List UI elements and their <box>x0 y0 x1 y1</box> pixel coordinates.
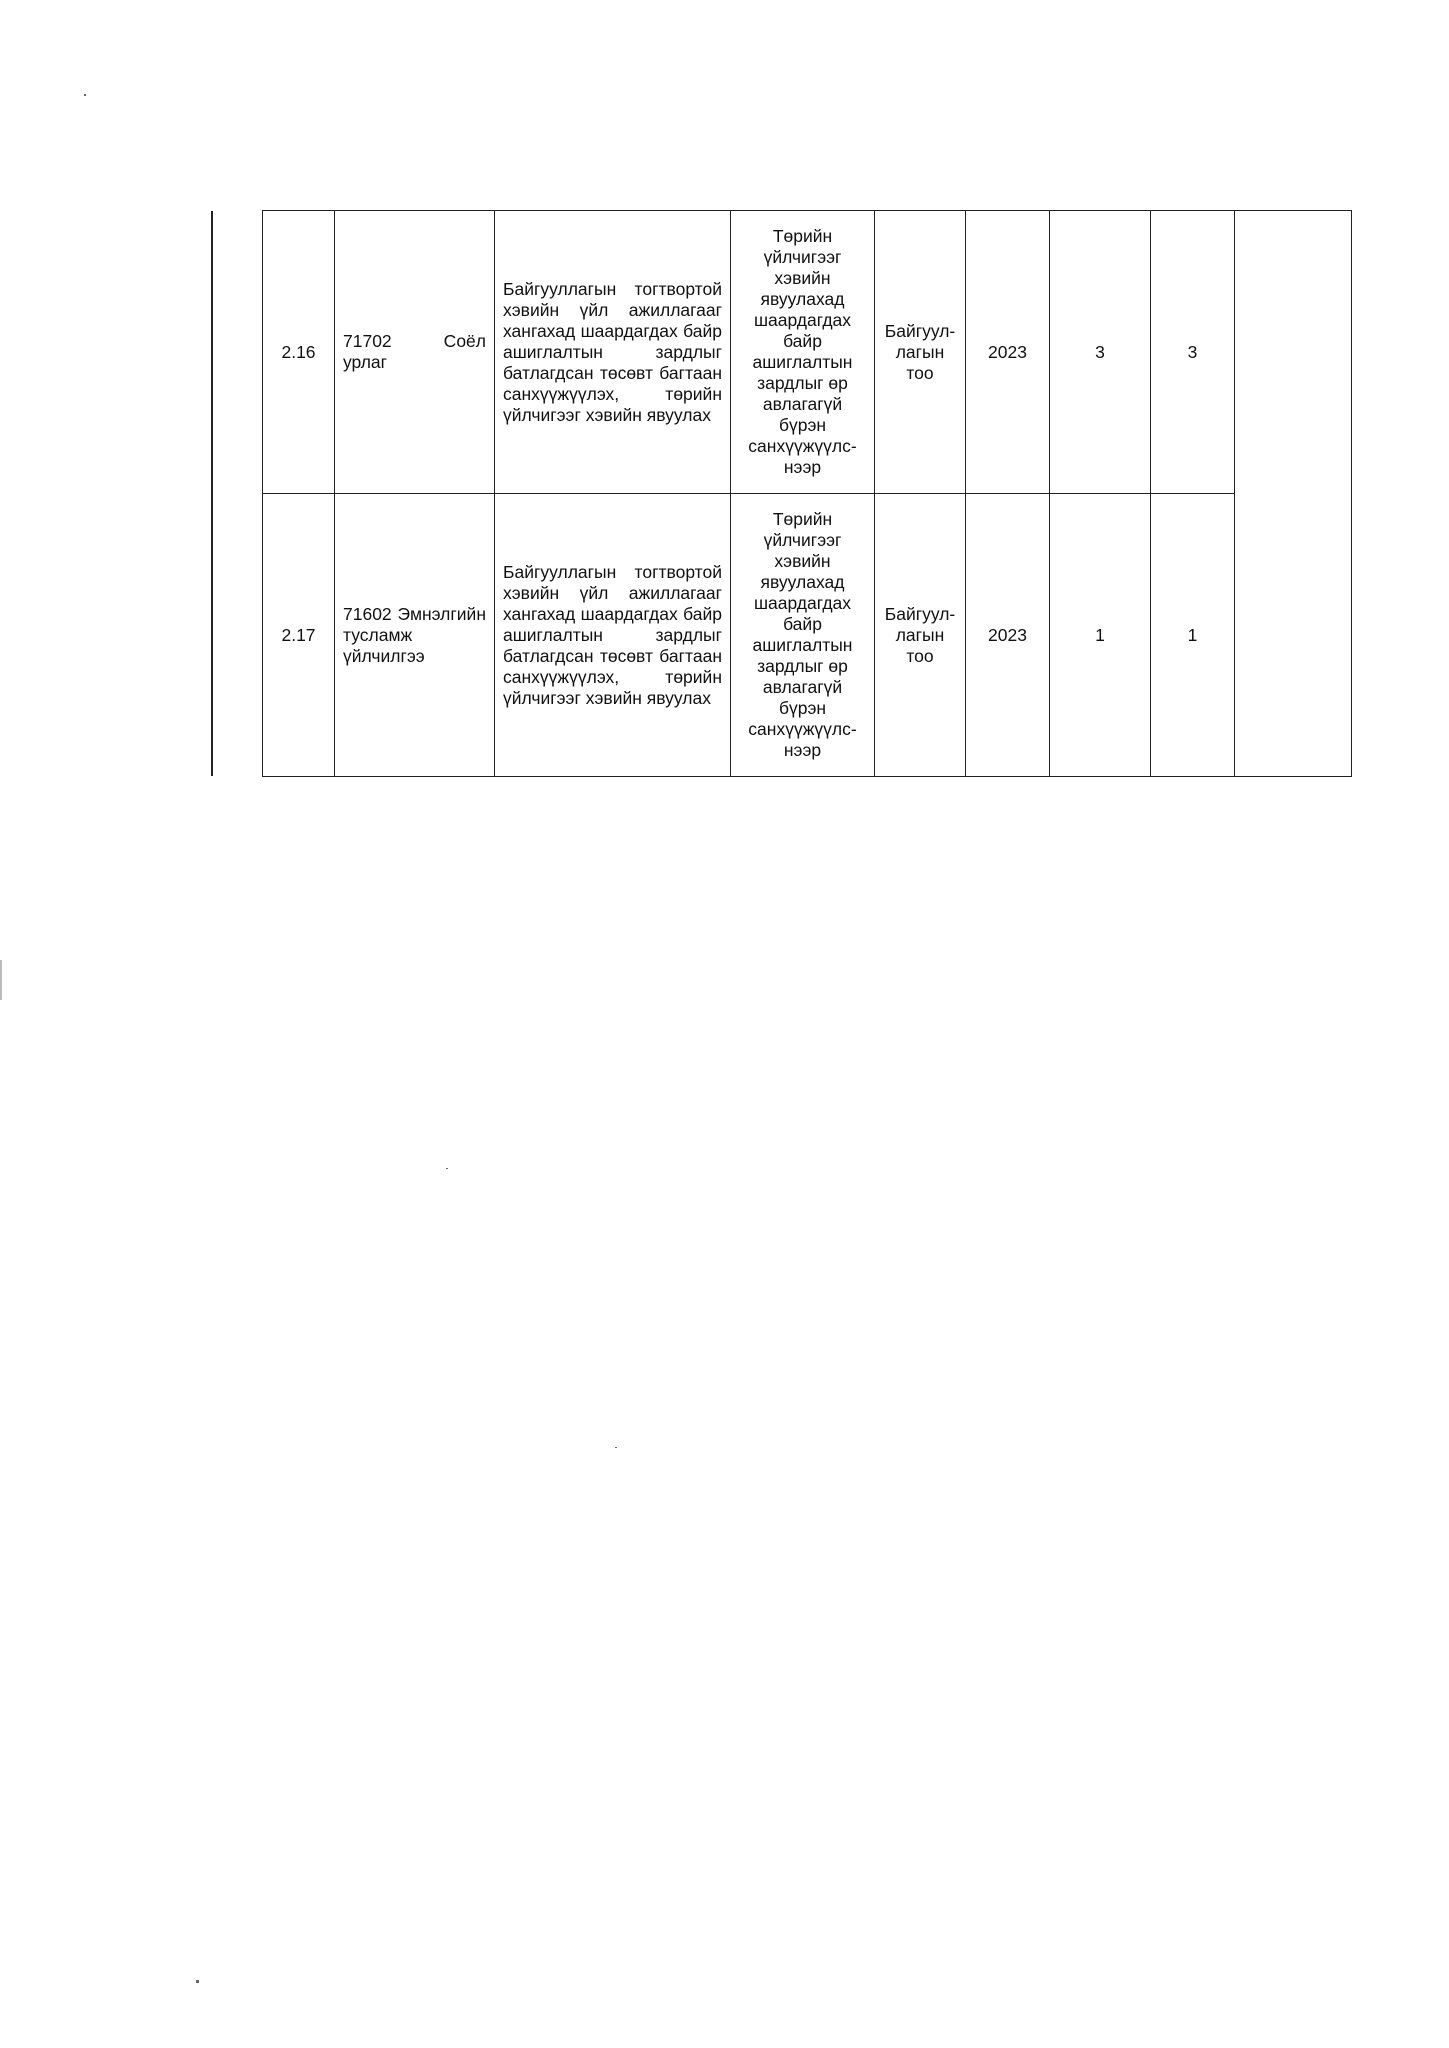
table-row <box>263 494 1352 777</box>
year-cell: 2023 <box>966 494 1050 777</box>
objective-cell: Байгууллагын тогтвортой хэвийн үйл ажиллагааг хангахад шаардагдах байр ашиглалтын зардлыг батлагдсан төсөвт багтаан санхүүжүүлэх, төрийн үйлчигээг хэвийн явуулах <box>495 211 731 494</box>
objective-cell: Байгууллагын тогтвортой хэвийн үйл ажиллагааг хангахад шаардагдах байр ашиглалтын зардлыг батлагдсан төсөвт багтаан санхүүжүүлэх, төрийн үйлчигээг хэвийн явуулах <box>495 494 731 777</box>
value-cell-2: 1 <box>1151 494 1235 777</box>
table-row <box>263 211 1352 494</box>
empty-merged-cell <box>1235 211 1352 777</box>
row-number: 2.17 <box>263 494 335 777</box>
value-cell-1: 3 <box>1050 211 1151 494</box>
plan-table <box>262 210 1352 777</box>
value-cell-2: 3 <box>1151 211 1235 494</box>
budget-code-cell: 71602 Эмнэлгийн тусламж үйлчилгээ <box>335 494 495 777</box>
left-margin-rule <box>211 211 213 776</box>
unit-cell: Байгуул-лагын тоо <box>875 211 966 494</box>
implementation-cell: Төрийн үйлчигээг хэвийн явуулахад шаардагдах байр ашиглалтын зардлыг өр авлагагүй бүрэн санхүүжүүлс-нээр <box>731 494 875 777</box>
scan-speck <box>196 1980 199 1983</box>
scan-speck <box>446 1168 448 1169</box>
scan-speck <box>84 94 86 96</box>
unit-cell: Байгуул-лагын тоо <box>875 494 966 777</box>
scan-speck <box>615 1447 617 1448</box>
year-cell: 2023 <box>966 211 1050 494</box>
budget-code-cell: 71702 Соёл урлаг <box>335 211 495 494</box>
implementation-cell: Төрийн үйлчигээг хэвийн явуулахад шаардагдах байр ашиглалтын зардлыг өр авлагагүй бүрэн санхүүжүүлс-нээр <box>731 211 875 494</box>
scan-speck <box>0 960 2 1000</box>
row-number: 2.16 <box>263 211 335 494</box>
value-cell-1: 1 <box>1050 494 1151 777</box>
